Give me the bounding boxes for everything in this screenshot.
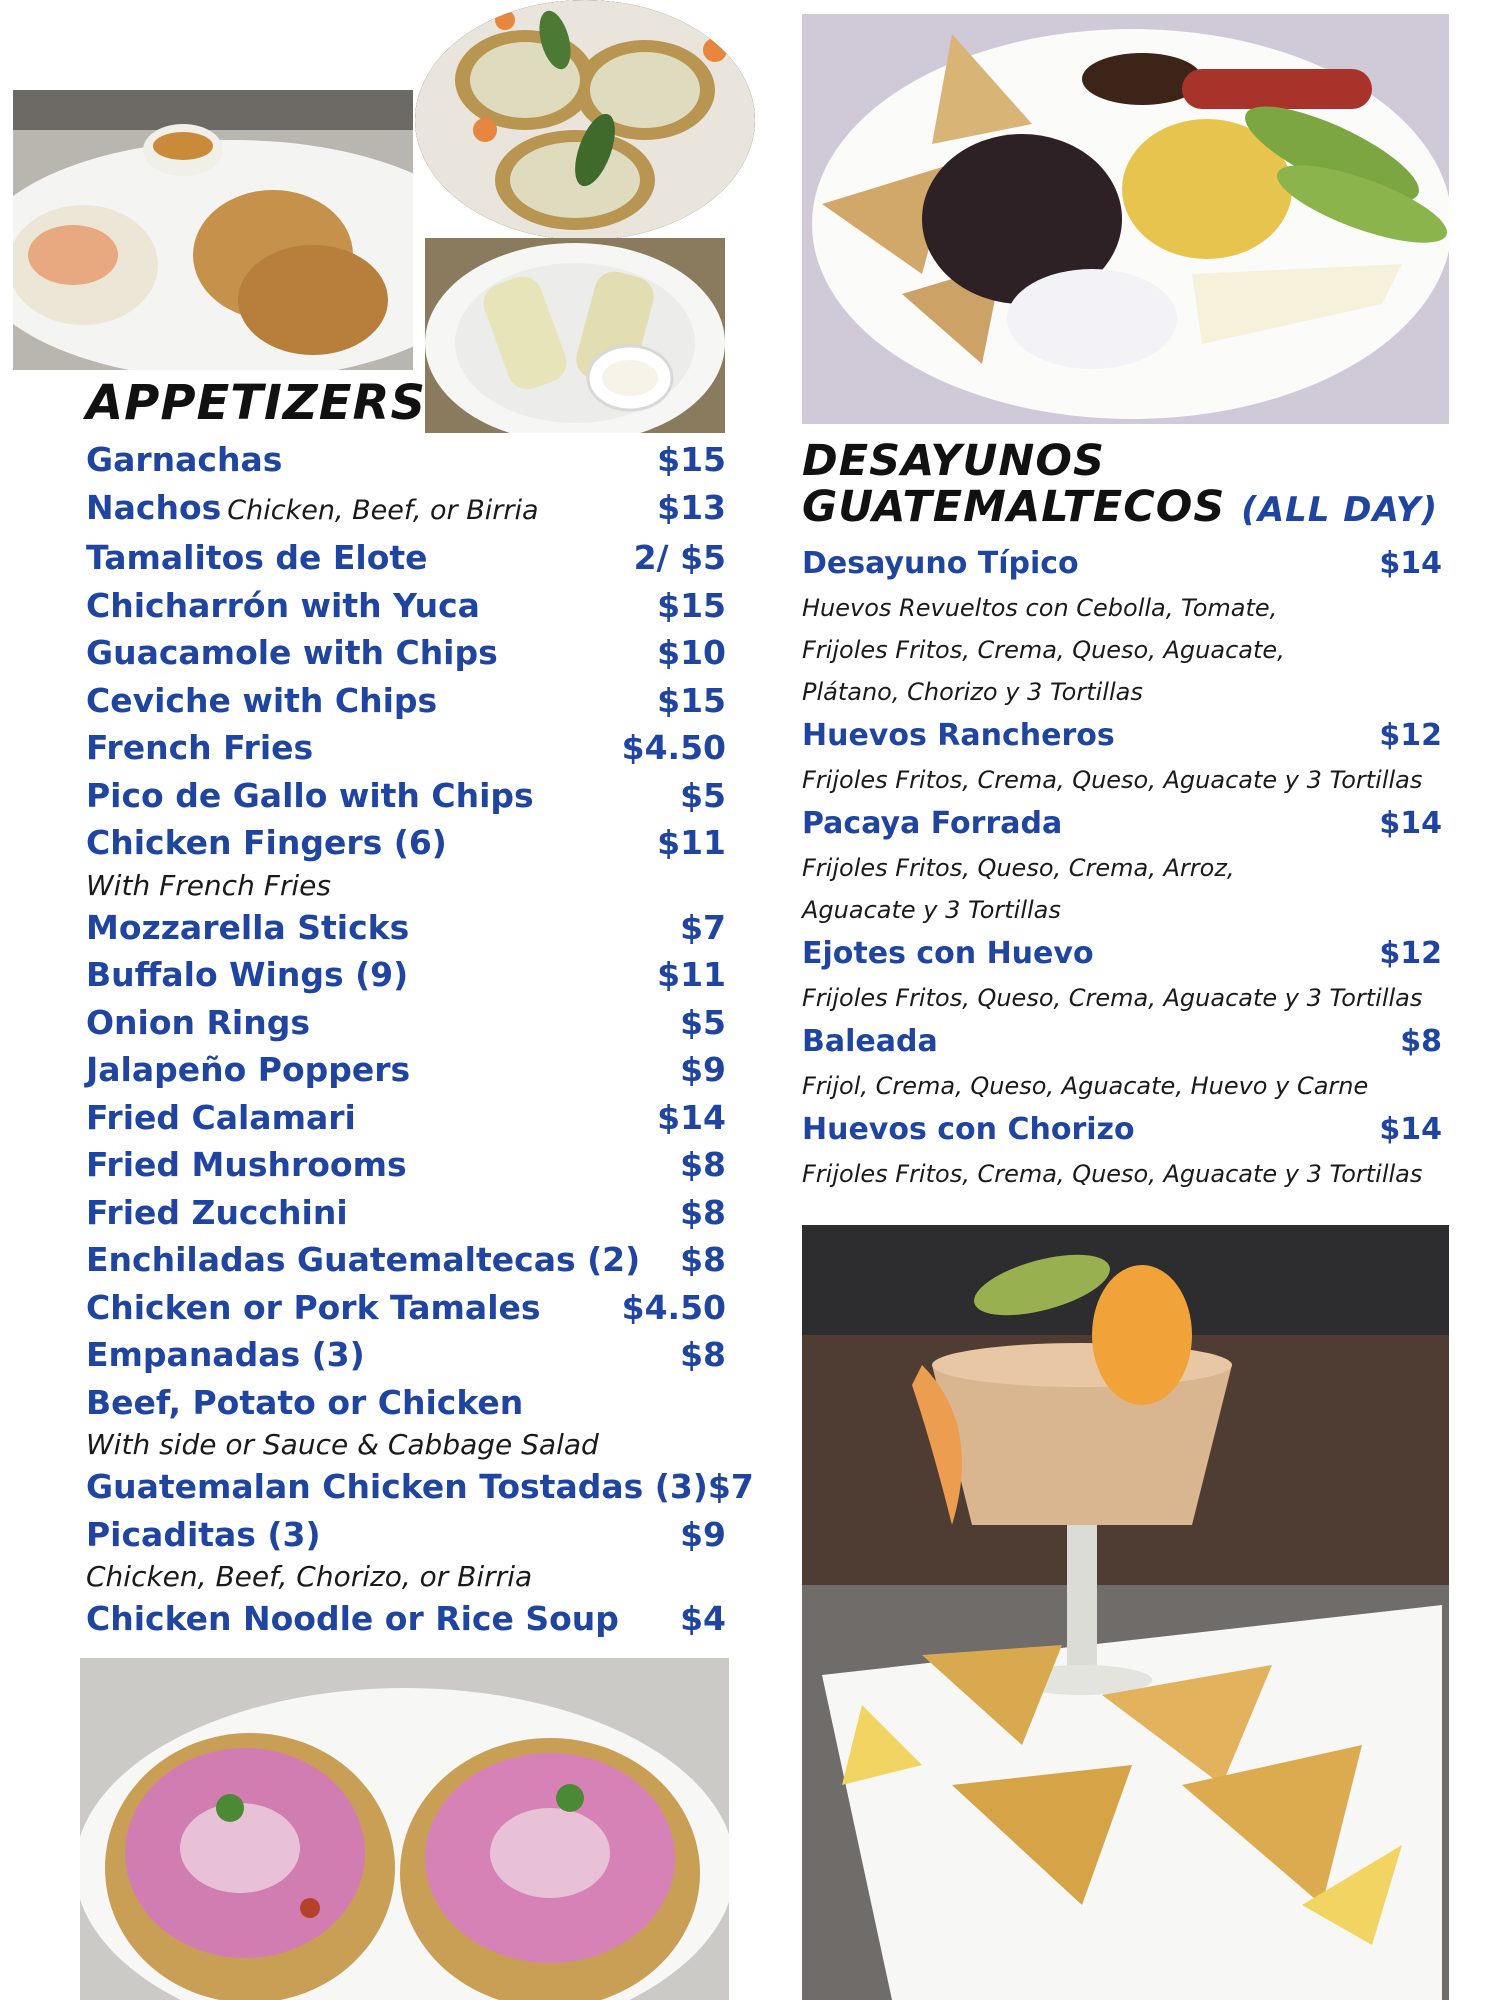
item-description: Frijoles Fritos, Queso, Crema, Arroz,: [802, 854, 1235, 882]
item-price: $4.50: [621, 1287, 726, 1327]
menu-item: [86, 999, 726, 1047]
menu-item: [802, 801, 1442, 931]
item-name: Onion Rings: [86, 1002, 310, 1042]
garnachas-photo: [13, 90, 413, 370]
item-name: Ejotes con Huevo: [802, 936, 1094, 971]
item-description: Frijoles Fritos, Queso, Crema, Aguacate y 3 Tortillas: [802, 984, 1423, 1012]
menu-item: [86, 1236, 726, 1284]
item-description: Frijoles Fritos, Crema, Queso, Aguacate y 3 Tortillas: [802, 1160, 1423, 1188]
item-price: $7: [707, 1467, 754, 1506]
item-name: Enchiladas Guatemaltecas (2): [86, 1240, 641, 1279]
item-note: With French Fries: [86, 868, 331, 902]
menu-item: [86, 819, 726, 867]
appetizers-heading: APPETIZERS: [86, 375, 427, 431]
item-name: Chicken Fingers (6): [86, 823, 447, 862]
item-price: $14: [1379, 1112, 1442, 1147]
menu-item: [86, 436, 726, 484]
menu-item: [86, 1094, 726, 1142]
item-name: Guacamole with Chips: [86, 633, 498, 672]
item-name: Desayuno Típico: [802, 546, 1079, 581]
menu-item: [86, 629, 726, 677]
breakfast-heading: [802, 438, 1438, 533]
item-name: Tamalitos de Elote: [86, 538, 428, 577]
item-price: $5: [680, 775, 726, 815]
item-price: $14: [1379, 806, 1442, 841]
menu-item: [86, 582, 726, 630]
menu-item: [86, 1595, 726, 1643]
item-name: Empanadas (3): [86, 1335, 365, 1374]
item-name: Ceviche with Chips: [86, 680, 438, 720]
item-name: Huevos Rancheros: [802, 718, 1115, 753]
item-price: $13: [657, 487, 726, 527]
breakfast-subtitle: (ALL DAY): [1241, 490, 1439, 530]
item-price: $15: [657, 585, 726, 625]
item-price: $10: [657, 633, 726, 672]
menu-item: [86, 951, 726, 999]
menu-item: [86, 1511, 726, 1559]
item-price: $8: [680, 1192, 726, 1232]
item-name: Jalapeño Poppers: [86, 1050, 411, 1089]
breakfast-heading-line2: GUATEMALTECOS: [802, 482, 1226, 532]
menu-item: [802, 713, 1442, 801]
item-note: With side or Sauce & Cabbage Salad: [86, 1428, 599, 1461]
item-name: Beef, Potato or Chicken: [86, 1382, 524, 1422]
menu-item: [86, 904, 726, 952]
item-price: $8: [680, 1240, 726, 1279]
item-price: $15: [657, 680, 726, 720]
item-name: Garnachas: [86, 440, 283, 479]
item-price: $9: [680, 1050, 726, 1089]
item-price: $5: [680, 1002, 726, 1042]
item-note: Chicken, Beef, or Birria: [227, 494, 539, 526]
item-price: $11: [657, 955, 726, 994]
item-description: Frijol, Crema, Queso, Aguacate, Huevo y Carne: [802, 1072, 1369, 1100]
item-note: Chicken, Beef, Chorizo, or Birria: [86, 1560, 533, 1593]
item-name: Picaditas (3): [86, 1514, 321, 1554]
menu-item: [86, 1189, 726, 1237]
tostadas-photo: [415, 0, 755, 240]
menu-item: [86, 484, 726, 535]
item-name: Mozzarella Sticks: [86, 907, 410, 947]
menu-item: [86, 534, 726, 582]
item-price: $4: [680, 1599, 726, 1638]
desayuno-photo: [802, 14, 1449, 424]
ceviche-photo: [802, 1225, 1449, 2000]
menu-item: [86, 677, 726, 725]
menu-item: [86, 1141, 726, 1189]
item-description: Aguacate y 3 Tortillas: [802, 896, 1061, 924]
item-description: Huevos Revueltos con Cebolla, Tomate,: [802, 594, 1278, 622]
item-name: Buffalo Wings (9): [86, 955, 409, 994]
menu-item: [86, 772, 726, 820]
item-price: $4.50: [621, 728, 726, 767]
item-name: Baleada: [802, 1024, 938, 1059]
menu-item: [86, 1463, 754, 1511]
item-name: Nachos: [86, 487, 222, 527]
item-name: Fried Calamari: [86, 1097, 356, 1137]
menu-item: [802, 1019, 1442, 1107]
item-name: Chicken or Pork Tamales: [86, 1287, 541, 1327]
menu-item: [86, 1331, 726, 1379]
item-name: Fried Mushrooms: [86, 1145, 407, 1184]
item-name: Pacaya Forrada: [802, 806, 1063, 841]
item-name: Chicken Noodle or Rice Soup: [86, 1599, 619, 1638]
item-name: Huevos con Chorizo: [802, 1112, 1135, 1147]
item-price: $15: [657, 440, 726, 479]
item-name: Fried Zucchini: [86, 1192, 348, 1232]
item-price: $11: [657, 823, 726, 862]
item-price: $9: [680, 1514, 726, 1554]
item-description: Plátano, Chorizo y 3 Tortillas: [802, 678, 1143, 706]
item-price: $8: [1400, 1024, 1442, 1059]
item-description: Frijoles Fritos, Crema, Queso, Aguacate,: [802, 636, 1285, 664]
tostadas-cabbage-photo: [80, 1658, 729, 2000]
item-price: $14: [1379, 546, 1442, 581]
menu-item: [86, 1284, 726, 1332]
item-price: $12: [1379, 936, 1442, 971]
menu-item: [86, 724, 726, 772]
menu-item: [802, 931, 1442, 1019]
tamalitos-photo: [425, 238, 725, 433]
item-price: $7: [680, 907, 726, 947]
item-name: Chicharrón with Yuca: [86, 585, 480, 625]
item-price: $14: [657, 1097, 726, 1137]
menu-item: [802, 1107, 1442, 1195]
breakfast-heading-line1: DESAYUNOS: [802, 436, 1105, 486]
item-price: 2/ $5: [633, 538, 726, 577]
item-name: Pico de Gallo with Chips: [86, 775, 534, 815]
breakfast-list: [802, 541, 1442, 1195]
item-price: $8: [680, 1335, 726, 1374]
item-price: $12: [1379, 718, 1442, 753]
item-description: Frijoles Fritos, Crema, Queso, Aguacate y 3 Tortillas: [802, 766, 1423, 794]
menu-item: [86, 1379, 726, 1427]
menu-item: [802, 541, 1442, 713]
item-name: Guatemalan Chicken Tostadas (3): [86, 1467, 708, 1506]
appetizers-list: [86, 436, 754, 1643]
item-name: French Fries: [86, 728, 314, 767]
item-price: $8: [680, 1145, 726, 1184]
menu-item: [86, 1046, 726, 1094]
